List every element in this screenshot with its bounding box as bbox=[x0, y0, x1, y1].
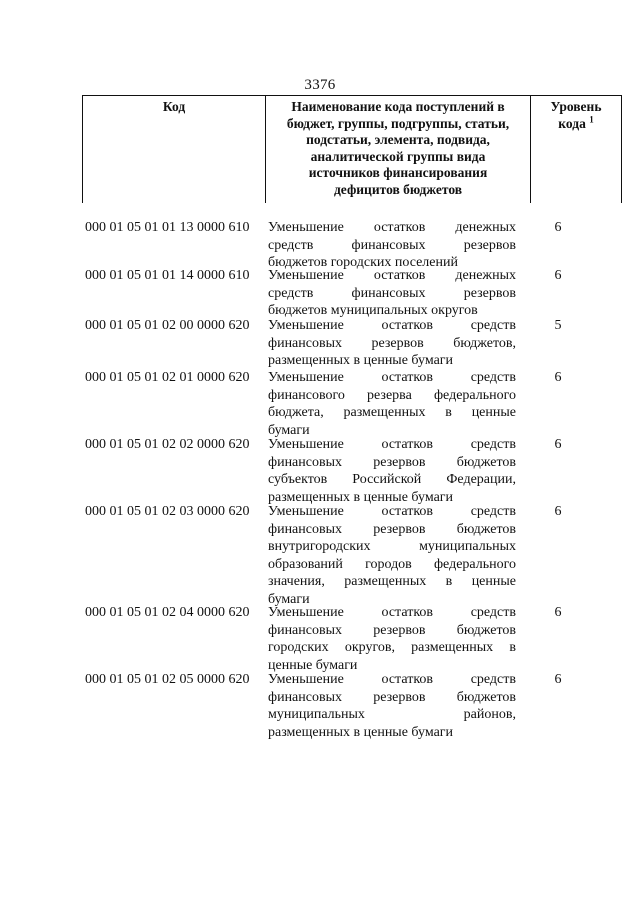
header-level-label-2: кода bbox=[558, 115, 586, 131]
row-name-line: бюджетов городских поселений bbox=[268, 255, 458, 270]
row-name-line: средств финансовых резервов bbox=[268, 237, 516, 253]
row-name bbox=[268, 369, 516, 439]
header-name-line: подстатьи, элемента, подвида, bbox=[306, 132, 490, 147]
row-name-line: финансового резерва федерального bbox=[268, 387, 516, 403]
row-level: 6 bbox=[554, 437, 562, 452]
header-name-line: бюджет, группы, подгруппы, статьи, bbox=[286, 115, 510, 131]
row-name-line: ценные бумаги bbox=[268, 657, 358, 673]
row-name bbox=[268, 671, 516, 741]
row-level: 6 bbox=[554, 268, 562, 283]
row-code: 000 01 05 01 02 05 0000 620 bbox=[85, 672, 250, 687]
row-level: 5 bbox=[554, 318, 562, 333]
row-code: 000 01 05 01 02 03 0000 620 bbox=[85, 504, 250, 519]
row-level: 6 bbox=[554, 605, 562, 620]
header-name-line: дефицитов бюджетов bbox=[333, 181, 463, 197]
row-name-line: городских округов, размещенных в bbox=[268, 640, 516, 655]
row-name-line: средств финансовых резервов bbox=[268, 285, 516, 301]
row-name bbox=[268, 317, 516, 370]
header-name-cell bbox=[266, 96, 531, 204]
row-name-line: размещенных в ценные бумаги bbox=[268, 353, 454, 368]
row-name-line: финансовых резервов бюджетов bbox=[268, 689, 516, 705]
row-code: 000 01 05 01 02 01 0000 620 bbox=[85, 370, 250, 385]
footnote-marker: 1 bbox=[589, 114, 594, 124]
row-name bbox=[268, 503, 516, 608]
row-name-line: финансовых резервов бюджетов bbox=[268, 622, 516, 638]
row-name-line: бумаги bbox=[268, 422, 310, 438]
row-name-line: Уменьшение остатков денежных bbox=[268, 220, 516, 235]
row-name-line: Уменьшение остатков средств bbox=[268, 672, 516, 687]
row-name-line: бумаги bbox=[268, 591, 310, 607]
header-level-label: Уровень bbox=[550, 99, 602, 114]
row-name-line: Уменьшение остатков средств bbox=[268, 437, 516, 452]
row-name-line: размещенных в ценные бумаги bbox=[268, 724, 454, 740]
row-code: 000 01 05 01 02 04 0000 620 bbox=[85, 605, 250, 620]
row-name-line: внутригородских муниципальных bbox=[268, 539, 516, 554]
row-name-line: Уменьшение остатков средств bbox=[268, 504, 516, 519]
row-name bbox=[268, 604, 516, 674]
row-name-line: Уменьшение остатков денежных bbox=[268, 268, 516, 283]
row-name-line: бюджета, размещенных в ценные bbox=[268, 405, 516, 420]
row-name-line: образований городов федерального bbox=[268, 556, 516, 572]
row-name-line: финансовых резервов бюджетов, bbox=[268, 335, 516, 351]
row-name-line: муниципальных районов, bbox=[268, 707, 516, 722]
row-name-line: финансовых резервов бюджетов bbox=[268, 454, 516, 470]
page-number: 3376 bbox=[304, 77, 336, 93]
row-code: 000 01 05 01 02 02 0000 620 bbox=[85, 437, 250, 452]
row-name-line: значения, размещенных в ценные bbox=[268, 574, 516, 589]
row-level: 6 bbox=[554, 504, 562, 519]
header-name-line: аналитической группы вида bbox=[310, 148, 486, 164]
table-header bbox=[82, 95, 622, 203]
row-level: 6 bbox=[554, 672, 562, 687]
row-name-line: субъектов Российской Федерации, bbox=[268, 472, 516, 487]
header-name-line: источников финансирования bbox=[308, 165, 488, 180]
row-name-line: Уменьшение остатков средств bbox=[268, 605, 516, 620]
row-level: 6 bbox=[554, 220, 562, 235]
header-code-cell bbox=[83, 96, 266, 204]
row-name bbox=[268, 436, 516, 506]
row-code: 000 01 05 01 01 13 0000 610 bbox=[85, 220, 250, 235]
row-name-line: бюджетов муниципальных округов bbox=[268, 303, 478, 318]
row-level: 6 bbox=[554, 370, 562, 385]
header-level-cell bbox=[531, 96, 622, 204]
row-name-line: Уменьшение остатков средств bbox=[268, 370, 516, 385]
row-name-line: Уменьшение остатков средств bbox=[268, 318, 516, 333]
row-code: 000 01 05 01 02 00 0000 620 bbox=[85, 318, 250, 333]
row-name bbox=[268, 267, 516, 320]
row-name-line: финансовых резервов бюджетов bbox=[268, 521, 516, 537]
row-code: 000 01 05 01 01 14 0000 610 bbox=[85, 268, 250, 283]
row-name bbox=[268, 219, 516, 272]
row-name-line: размещенных в ценные бумаги bbox=[268, 489, 454, 505]
header-code-label: Код bbox=[162, 99, 186, 114]
header-name-line: Наименование кода поступлений в bbox=[291, 99, 505, 114]
